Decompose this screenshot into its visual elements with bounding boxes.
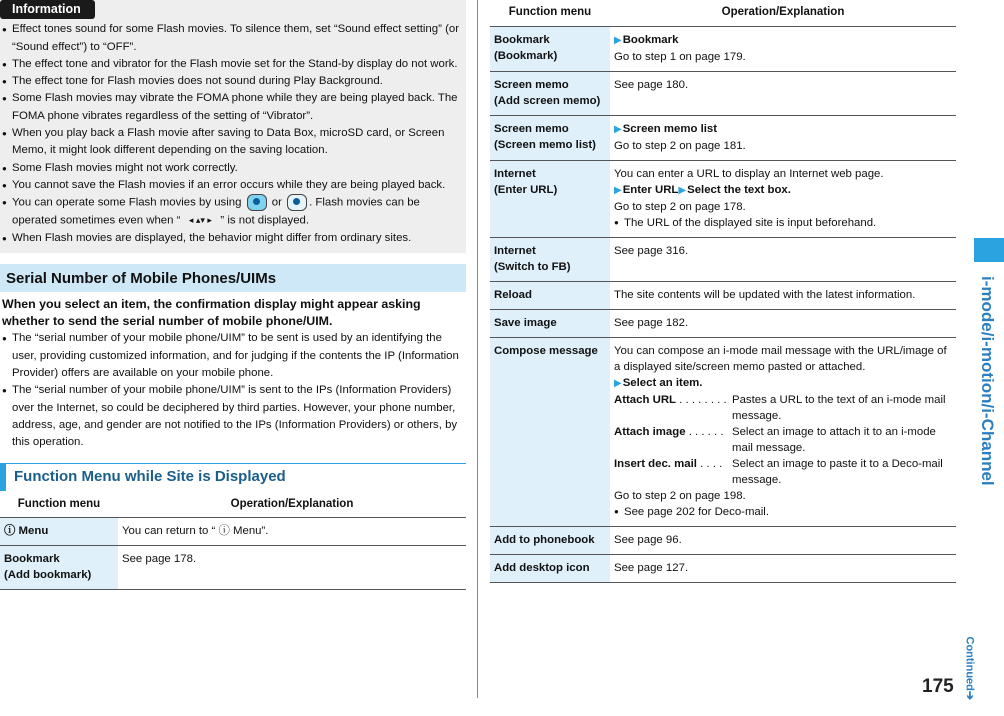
arrow-icon: ▶: [614, 124, 622, 135]
info-bullet: ● The effect tone for Flash movies does not sound during Play Background.: [2, 73, 464, 90]
sub-dots: . . . . . . . .: [676, 394, 727, 406]
op-note: ● The URL of the displayed site is input beforehand.: [614, 215, 952, 231]
op-note: ● See page 202 for Deco-mail.: [614, 504, 952, 520]
op-cell: See page 96.: [610, 527, 956, 555]
op-link: Bookmark: [622, 34, 679, 46]
table-row: [490, 27, 956, 72]
serial-bullet: ● The “serial number of your mobile phone/UIM” to be sent is used by an identifying the user, providing customized information, and for judging if the contents the IP (Information Provider) offers are available on your mobile phone.: [2, 330, 464, 382]
operate-pre-text: You can operate some Flash movies by using: [12, 196, 242, 209]
continued-text: Continued: [963, 636, 976, 691]
menu-cell: Screen memo (Screen memo list): [490, 116, 610, 161]
information-tag: Information: [0, 0, 95, 19]
table-row: [490, 338, 956, 527]
op-text: Go to step 2 on page 181.: [614, 140, 746, 152]
tab-marker: [974, 238, 1004, 262]
info-bullet: ● Effect tones sound for some Flash movies. To silence them, set “Sound effect setting” (or “Sound effect”) to “OFF”.: [2, 21, 464, 56]
op-cell: See page 178.: [118, 546, 466, 590]
info-bullet: ● Some Flash movies may vibrate the FOMA phone while they are being played back. The FOMA phone vibrates regardless of the setting of “Vibrator”.: [2, 90, 464, 125]
menu-cell: Save image: [490, 310, 610, 338]
info-bullet: ● You cannot save the Flash movies if an error occurs while they are being played back.: [2, 177, 464, 194]
info-bullet: ● When Flash movies are displayed, the behavior might differ from ordinary sites.: [2, 230, 464, 247]
sub-desc: Select an image to paste it to a Deco-mail message.: [732, 458, 943, 486]
compose-sub-item: [614, 424, 952, 456]
op-link: Enter URL: [622, 184, 679, 196]
table-row: [490, 282, 956, 310]
continued-label: [964, 637, 977, 701]
menu-cell: Reload: [490, 282, 610, 310]
table-row: [490, 72, 956, 116]
op-cell: [610, 27, 956, 72]
menu-cell: Add to phonebook: [490, 527, 610, 555]
op-text: Go to step 2 on page 178.: [614, 201, 746, 213]
op-cell: See page 180.: [610, 72, 956, 116]
op-text: You can enter a URL to display an Internet web page.: [614, 168, 884, 180]
op-text: Go to step 2 on page 198.: [614, 490, 746, 502]
menu-cell: Compose message: [490, 338, 610, 527]
arrow-icon: ▶: [614, 378, 622, 389]
sub-label: Attach image: [614, 426, 686, 438]
op-cell: See page 127.: [610, 555, 956, 583]
right-column: [490, 0, 956, 583]
table-row: [490, 310, 956, 338]
op-cell: [610, 338, 956, 527]
op-cell: See page 316.: [610, 238, 956, 282]
menu-cell: Bookmark (Add bookmark): [0, 546, 118, 590]
op-cell: The site contents will be updated with the latest information.: [610, 282, 956, 310]
menu-cell: Screen memo (Add screen memo): [490, 72, 610, 116]
function-menu-table-right: [490, 0, 956, 583]
table-row: [490, 555, 956, 583]
table-row: [490, 116, 956, 161]
op-link: Select the text box.: [687, 184, 791, 196]
serial-section: [0, 296, 466, 451]
enter-key-icon: [287, 194, 307, 211]
info-bullet: ● The effect tone and vibrator for the Flash movie set for the Stand-by display do not work.: [2, 56, 464, 73]
section-heading-serial: Serial Number of Mobile Phones/UIMs: [0, 264, 466, 292]
table-row: [490, 527, 956, 555]
section-heading-function-menu: Function Menu while Site is Displayed: [0, 463, 466, 491]
op-link: Screen memo list: [622, 123, 718, 135]
menu-cell: Add desktop icon: [490, 555, 610, 583]
arrow-icon: ▶: [678, 185, 687, 196]
operate-post-text: . Flash movies can be operated sometimes even when “: [12, 196, 420, 227]
function-menu-table-left: [0, 491, 466, 590]
col-operation: Operation/Explanation: [118, 491, 466, 518]
info-bullet: ● When you play back a Flash movie after saving to Data Box, microSD card, or Screen Memo, it might look different depending on the saving location.: [2, 125, 464, 160]
continued-arrow-icon: ➔: [963, 690, 976, 701]
column-divider: [477, 0, 478, 698]
left-column: [0, 0, 466, 590]
serial-lead: When you select an item, the confirmation display might appear asking whether to send the serial number of mobile phone/UIM.: [2, 297, 421, 329]
op-link: Select an item.: [622, 377, 703, 389]
info-bullet-operate: [2, 194, 464, 230]
sub-desc: Select an image to attach it to an i-mode mail message.: [732, 426, 936, 454]
op-text: You can compose an i-mode mail message with the URL/image of a displayed site/screen memo pasted or attached.: [614, 345, 947, 373]
arrow-icon: ▶: [614, 35, 622, 46]
sub-label: Insert dec. mail: [614, 458, 697, 470]
menu-cell: Bookmark (Bookmark): [490, 27, 610, 72]
sub-dots: . . . .: [696, 458, 723, 470]
multi-key-icon: [247, 194, 267, 211]
op-text: Go to step 1 on page 179.: [614, 51, 746, 63]
page-number: 175: [922, 676, 954, 697]
arrow-icon: ▶: [614, 185, 622, 196]
compose-sub-item: [614, 456, 952, 488]
op-cell: [610, 161, 956, 238]
direction-arrows-icon: ◂ ▴▾ ▸: [188, 215, 212, 226]
serial-bullet: ● The “serial number of your mobile phone/UIM” is sent to the IPs (Information Providers) over the Internet, so could be deciphered by third parties. However, your phone number, address, age, and gender are not notified to the IPs (Information Providers) or others, by this operation.: [2, 382, 464, 451]
table-row: [490, 238, 956, 282]
table-row: [0, 546, 466, 590]
menu-cell: Internet (Enter URL): [490, 161, 610, 238]
table-row: [490, 161, 956, 238]
col-operation: Operation/Explanation: [610, 0, 956, 27]
chapter-side-tab: [974, 238, 1004, 698]
sub-desc: Pastes a URL to the text of an i-mode mail message.: [732, 394, 946, 422]
sub-label: Attach URL: [614, 394, 677, 406]
operate-or-text: or: [271, 196, 282, 209]
information-box: [0, 0, 466, 253]
col-function-menu: Function menu: [0, 491, 118, 518]
sub-dots: . . . . . .: [685, 426, 724, 438]
info-bullet: ● Some Flash movies might not work correctly.: [2, 160, 464, 177]
chapter-title: i-mode/i-motion/i-Channel: [978, 276, 997, 486]
menu-cell: Internet (Switch to FB): [490, 238, 610, 282]
op-cell: [610, 116, 956, 161]
op-cell: You can return to “ ⓘ Menu”.: [118, 518, 466, 546]
op-cell: See page 182.: [610, 310, 956, 338]
menu-cell: ⓘ Menu: [0, 518, 118, 546]
operate-end-text: ” is not displayed.: [220, 214, 310, 227]
compose-sub-item: [614, 392, 952, 424]
col-function-menu: Function menu: [490, 0, 610, 27]
table-row: [0, 518, 466, 546]
